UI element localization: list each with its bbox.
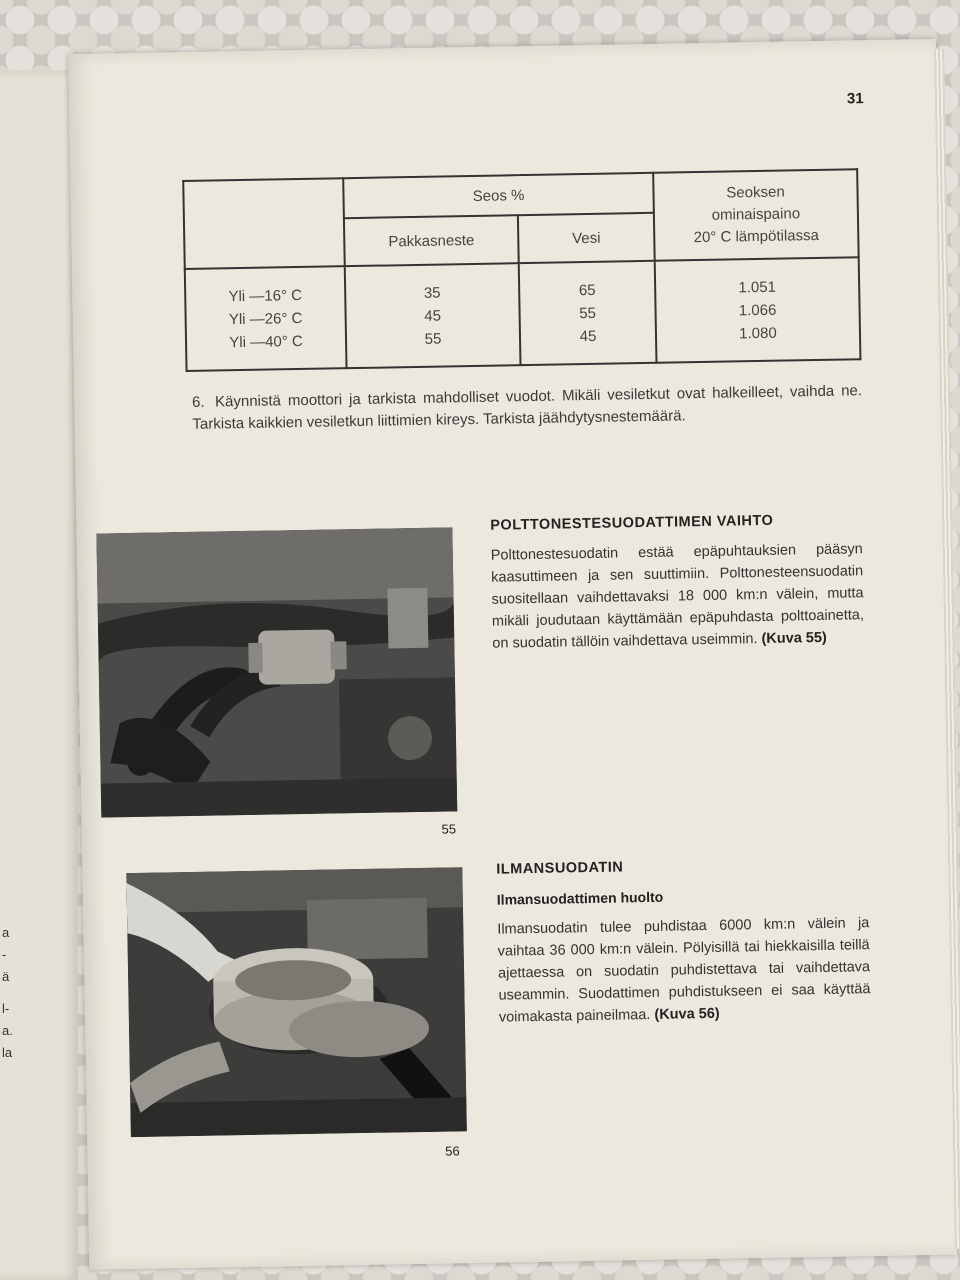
section-subtitle: Ilmansuodattimen huolto — [496, 888, 664, 908]
page-number: 31 — [846, 90, 864, 108]
table-cell: 35 — [423, 284, 441, 302]
header-line: ominaispaino — [711, 205, 801, 224]
table-cell: Yli —16° C — [228, 286, 303, 305]
air-filter-section — [496, 852, 871, 1028]
engine-photo-air-filter — [126, 867, 467, 1137]
step-6-paragraph — [192, 380, 863, 436]
air-filter-photo-illustration — [126, 867, 467, 1137]
left-page-fragment: l- — [2, 1001, 10, 1016]
figure-number-56: 56 — [445, 1143, 460, 1159]
table-cell: 1.066 — [738, 301, 777, 319]
step-text: Käynnistä moottori ja tarkista mahdolliset vuodot. Mikäli vesiletkut ovat halkeilleet, vaihda ne. Tarkista kaikkien vesiletkun liittimien kireys. Tarkista jäähdytysnestemäärä. — [192, 382, 863, 433]
pakkasneste-column — [345, 263, 521, 368]
section-title: POLTTONESTESUODATTIMEN VAIHTO — [490, 512, 774, 534]
engine-photo-fuel-filter — [96, 527, 457, 817]
table-cell: 55 — [579, 304, 597, 322]
table-cell: 45 — [579, 327, 597, 345]
table-empty-header — [183, 178, 345, 269]
table-header-seos: Seos % — [343, 173, 654, 218]
table-header-ominaispaino — [653, 169, 859, 261]
left-page — [0, 70, 78, 1280]
left-page-fragment: ä — [2, 969, 10, 984]
fuel-filter-section — [490, 508, 864, 654]
left-page-fragment: a. — [2, 1023, 13, 1038]
table-cell: 65 — [578, 281, 596, 299]
figure-reference: (Kuva 55) — [761, 629, 827, 647]
temp-column — [185, 266, 347, 371]
table-cell: Yli —26° C — [228, 309, 303, 328]
figure-reference: (Kuva 56) — [654, 1005, 720, 1023]
table-header-vesi: Vesi — [518, 213, 655, 263]
fuel-filter-photo-illustration — [96, 527, 457, 817]
table-cell: 45 — [424, 307, 442, 325]
header-line: Seoksen — [726, 183, 785, 202]
antifreeze-table — [182, 168, 861, 372]
vesi-column — [519, 261, 657, 365]
manual-page — [68, 39, 957, 1270]
section-text: Polttonestesuodatin estää epäpuhtauksien pääsyn kaasuttimeen ja sen suuttimiin. Polttonesteensuodatin suositellaan vaihdettavaksi 18 000 km:n välein, mutta mikäli joudutaan käyttämään epäpuhdasta polttoainetta, on suodatin tällöin vaihdettava useimmin. — [490, 541, 865, 652]
section-body — [497, 912, 871, 1028]
header-line: 20° C lämpötilassa — [693, 226, 820, 247]
section-text: Ilmansuodatin tulee puhdistaa 6000 km:n välein ja vaihtaa 36 000 km:n välein. Pölyisillä tai hiekkaisilla teillä ajettaessa on suodatin puhdistettava tai vaihdettava useammin. Suodattimen puhdistukseen ei saa käyttää voimakasta paineilmaa. — [497, 915, 871, 1026]
section-body — [491, 538, 865, 654]
table-cell: 1.051 — [738, 278, 777, 296]
figure-number-55: 55 — [441, 821, 457, 837]
paino-column — [655, 257, 861, 363]
section-title: ILMANSUODATIN — [496, 859, 624, 878]
left-page-fragment: - — [2, 947, 7, 962]
table-cell: Yli —40° C — [229, 332, 303, 351]
left-page-fragment: la — [2, 1045, 13, 1060]
table-cell: 1.080 — [739, 324, 777, 342]
table-cell: 55 — [424, 330, 442, 348]
left-page-fragment: a — [2, 925, 10, 940]
step-number: 6. — [191, 393, 205, 411]
table-header-pakkasneste: Pakkasneste — [344, 215, 519, 266]
